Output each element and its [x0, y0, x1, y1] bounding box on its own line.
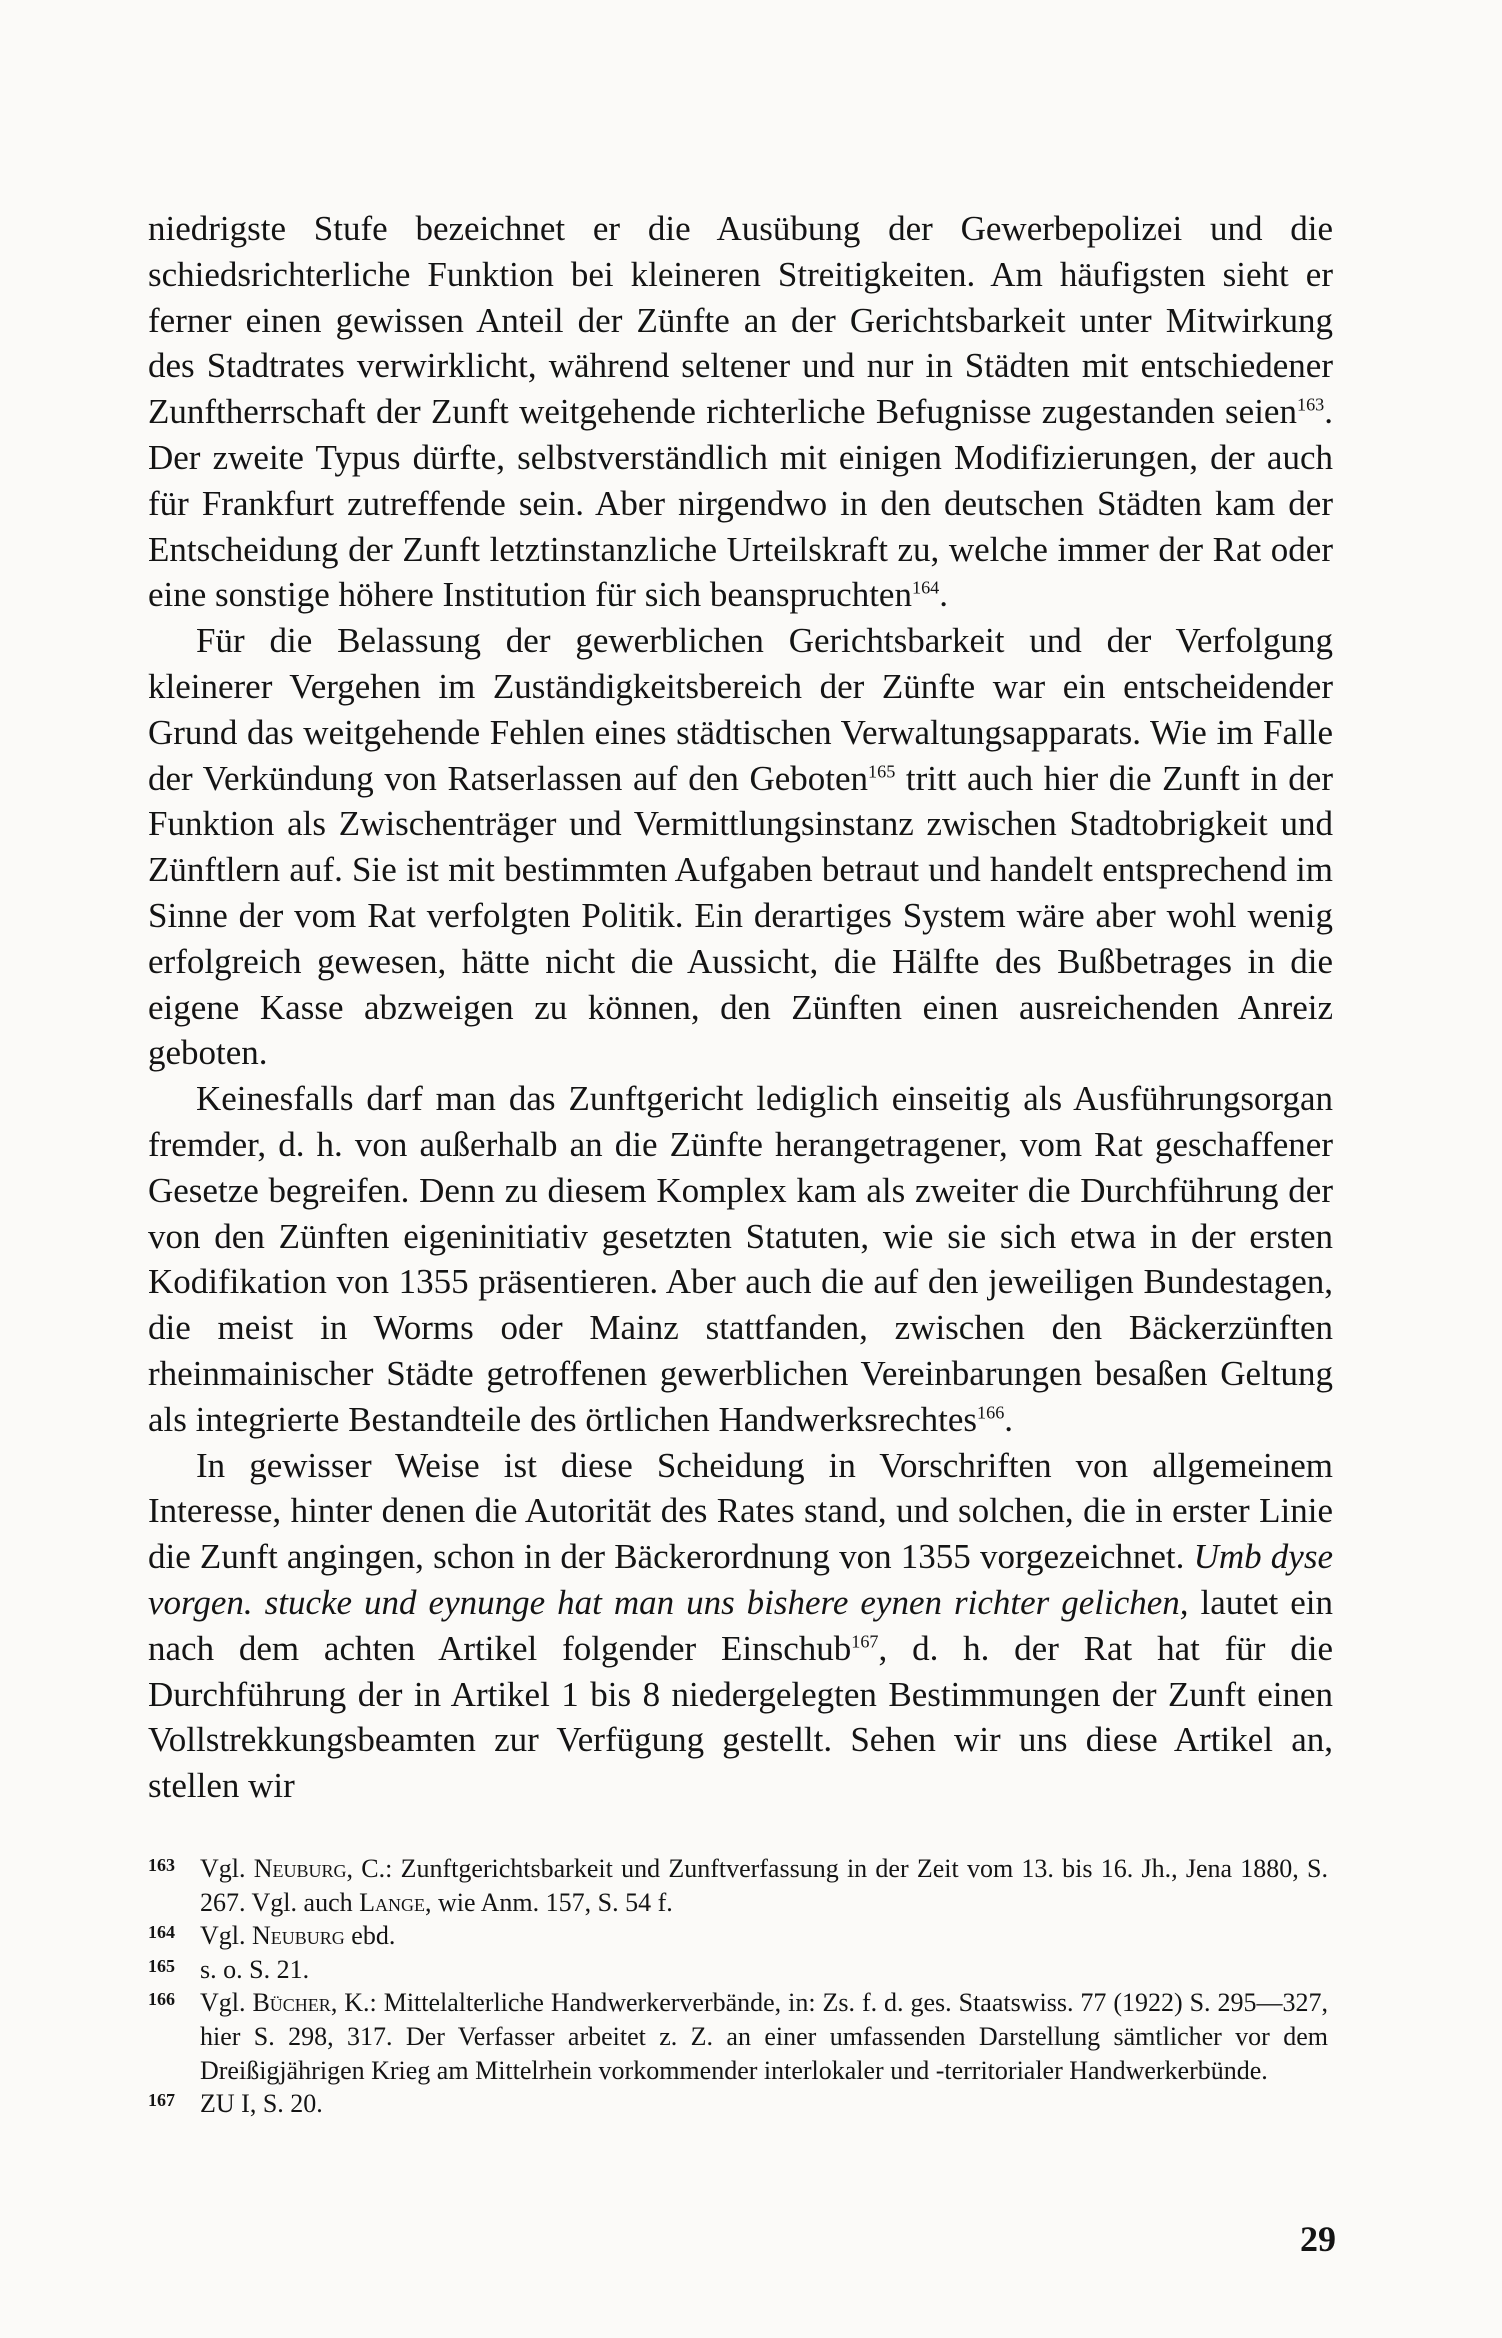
footnote-number: 163	[148, 1855, 175, 1875]
footnote-ref-164[interactable]: 164	[911, 577, 940, 598]
footnote-164	[148, 1919, 1333, 1953]
footnote-163	[148, 1852, 1333, 1919]
paragraph-4-text-b: lautet ein nach dem achten Artikel folgender Einschub	[148, 1582, 1333, 1668]
author-name: Neuburg	[252, 1921, 345, 1951]
footnote-text-part: ZU I, S. 20.	[200, 2089, 323, 2119]
paragraph-1-text-b: . Der zweite Typus dürfte, selbstverständlich mit einigen Modifizierungen, der auch für Frankfurt zutreffende sein. Aber nirgendwo in den deutschen Städten kam der Entscheidung der Zunft letztinstanzliche Urteilskraft zu, welche immer der Rat oder eine sonstige höhere Institution für sich beanspruchten	[148, 392, 1333, 615]
footnote-text	[200, 1953, 1328, 1987]
paragraph-4	[148, 1443, 1333, 1809]
footnote-166	[148, 1986, 1333, 2087]
footnote-text	[200, 1986, 1328, 2087]
paragraph-3-text-b: .	[1004, 1399, 1014, 1439]
footnote-number: 167	[148, 2090, 175, 2111]
footnote-text-part: Vgl.	[200, 1854, 254, 1883]
footnote-text	[200, 1919, 1328, 1953]
footnote-ref-166[interactable]: 166	[977, 1402, 1005, 1423]
footnote-text-part: s. o. S. 21.	[200, 1954, 310, 1984]
paragraph-3-text-a: Keinesfalls darf man das Zunftgericht lediglich einseitig als Ausführungsorgan fremder, d. h. von außerhalb an die Zünfte herangetragener, vom Rat geschaffener Gesetze begreifen. Denn zu diesem Komplex kam als zweiter die Durchführung der von den Zünften eigeninitiativ gesetzten Statuten, wie sie sich etwa in der ersten Kodifikation von 1355 präsentieren. Aber auch die auf den jeweiligen Bundestagen, die meist in Worms oder Mainz stattfanden, zwischen den Bäckerzünften rheinmainischer Städte getroffenen gewerblichen Vereinbarungen besaßen Geltung als integrierte Bestandteile des örtlichen Handwerksrechtes	[148, 1079, 1333, 1439]
paragraph-4-text-c: , d. h. der Rat hat für die Durchführung der in Artikel 1 bis 8 niedergelegten Bestimmungen der Zunft einen Vollstrekkungsbeamten zur Verfügung gestellt. Sehen wir uns diese Artikel an, stellen wir	[148, 1628, 1333, 1806]
footnote-ref-165[interactable]: 165	[868, 760, 896, 781]
footnote-text-part: Vgl.	[200, 1921, 252, 1951]
footnote-text	[200, 1852, 1328, 1919]
footnote-ref-163[interactable]: 163	[1296, 394, 1325, 415]
paragraph-1	[148, 206, 1333, 618]
main-text	[148, 206, 1333, 1809]
footnote-167	[148, 2087, 1333, 2121]
author-name: Bücher	[252, 1988, 331, 2018]
footnote-165	[148, 1953, 1333, 1987]
footnote-text-part: , K.: Mittelalterliche Handwerkerverbände, in: Zs. f. d. ges. Staatswiss. 77 (1922) S. 295—327, hier S. 298, 317. Der Verfasser arbeitet z. Z. an einer umfassenden Darstellung sämtlicher vor dem Dreißigjährigen Krieg am Mittelrhein vorkommender interlokaler und -territorialer Handwerkerbünde.	[200, 1988, 1329, 2085]
paragraph-4-quotation: Umb dyse vorgen. stucke und eynunge hat man uns bishere eynen richter gelichen,	[148, 1537, 1333, 1622]
footnote-text-part: ebd.	[344, 1921, 396, 1951]
paragraph-4-text-a: In gewisser Weise ist diese Scheidung in Vorschriften von allgemeinem Interesse, hinter denen die Autorität des Rates stand, und solchen, die in erster Linie die Zunft angingen, schon in der Bäckerordnung von 1355 vorgezeichnet.	[148, 1445, 1333, 1577]
footnote-ref-167[interactable]: 167	[851, 1631, 879, 1652]
paragraph-2-text-a: Für die Belassung der gewerblichen Gerichtsbarkeit und der Verfolgung kleinerer Vergehen im Zuständigkeitsbereich der Zünfte war ein entscheidender Grund das weitgehende Fehlen eines städtischen Verwaltungsapparats. Wie im Falle der Verkündung von Ratserlassen auf den Geboten	[148, 621, 1333, 798]
footnote-text-part: , wie Anm. 157, S. 54 f.	[425, 1887, 673, 1917]
footnotes	[148, 1852, 1333, 2121]
footnote-number: 166	[148, 1989, 175, 2010]
paragraph-1-text-a: niedrigste Stufe bezeichnet er die Ausübung der Gewerbepolizei und die schiedsrichterliche Funktion bei kleineren Streitigkeiten. Am häufigsten sieht er ferner einen gewissen Anteil der Zünfte an der Gerichtsbarkeit unter Mitwirkung des Stadtrates verwirklicht, während seltener und nur in Städten mit entschiedener Zunftherrschaft der Zunft weitgehende richterliche Befugnisse zugestanden seien	[148, 209, 1333, 432]
author-name: Neuburg	[253, 1854, 347, 1883]
footnote-text-part: Vgl.	[200, 1988, 253, 2018]
paragraph-2-text-b: tritt auch hier die Zunft in der Funktion als Zwischenträger und Vermittlungsinstanz zwischen Stadtobrigkeit und Zünftlern auf. Sie ist mit bestimmten Aufgaben betraut und handelt entsprechend im Sinne der vom Rat verfolgten Politik. Ein derartiges System wäre aber wohl wenig erfolgreich gewesen, hätte nicht die Aussicht, die Hälfte des Bußbetrages in die eigene Kasse abzweigen zu können, den Zünften einen ausreichenden Anreiz geboten.	[148, 758, 1333, 1073]
paragraph-2	[148, 618, 1333, 1076]
paragraph-3	[148, 1076, 1333, 1442]
page-number: 29	[1300, 2219, 1336, 2259]
author-name: Lange	[359, 1887, 425, 1917]
footnote-number: 165	[148, 1955, 175, 1976]
footnote-text	[200, 2087, 1328, 2121]
footnote-number: 164	[148, 1922, 175, 1943]
footnote-text-part: , C.: Zunftgerichtsbarkeit und Zunftverfassung in der Zeit vom 13. bis 16. Jh., Jena 1880, S. 267. Vgl. auch	[200, 1854, 1328, 1917]
paragraph-1-text-c: .	[939, 575, 948, 615]
